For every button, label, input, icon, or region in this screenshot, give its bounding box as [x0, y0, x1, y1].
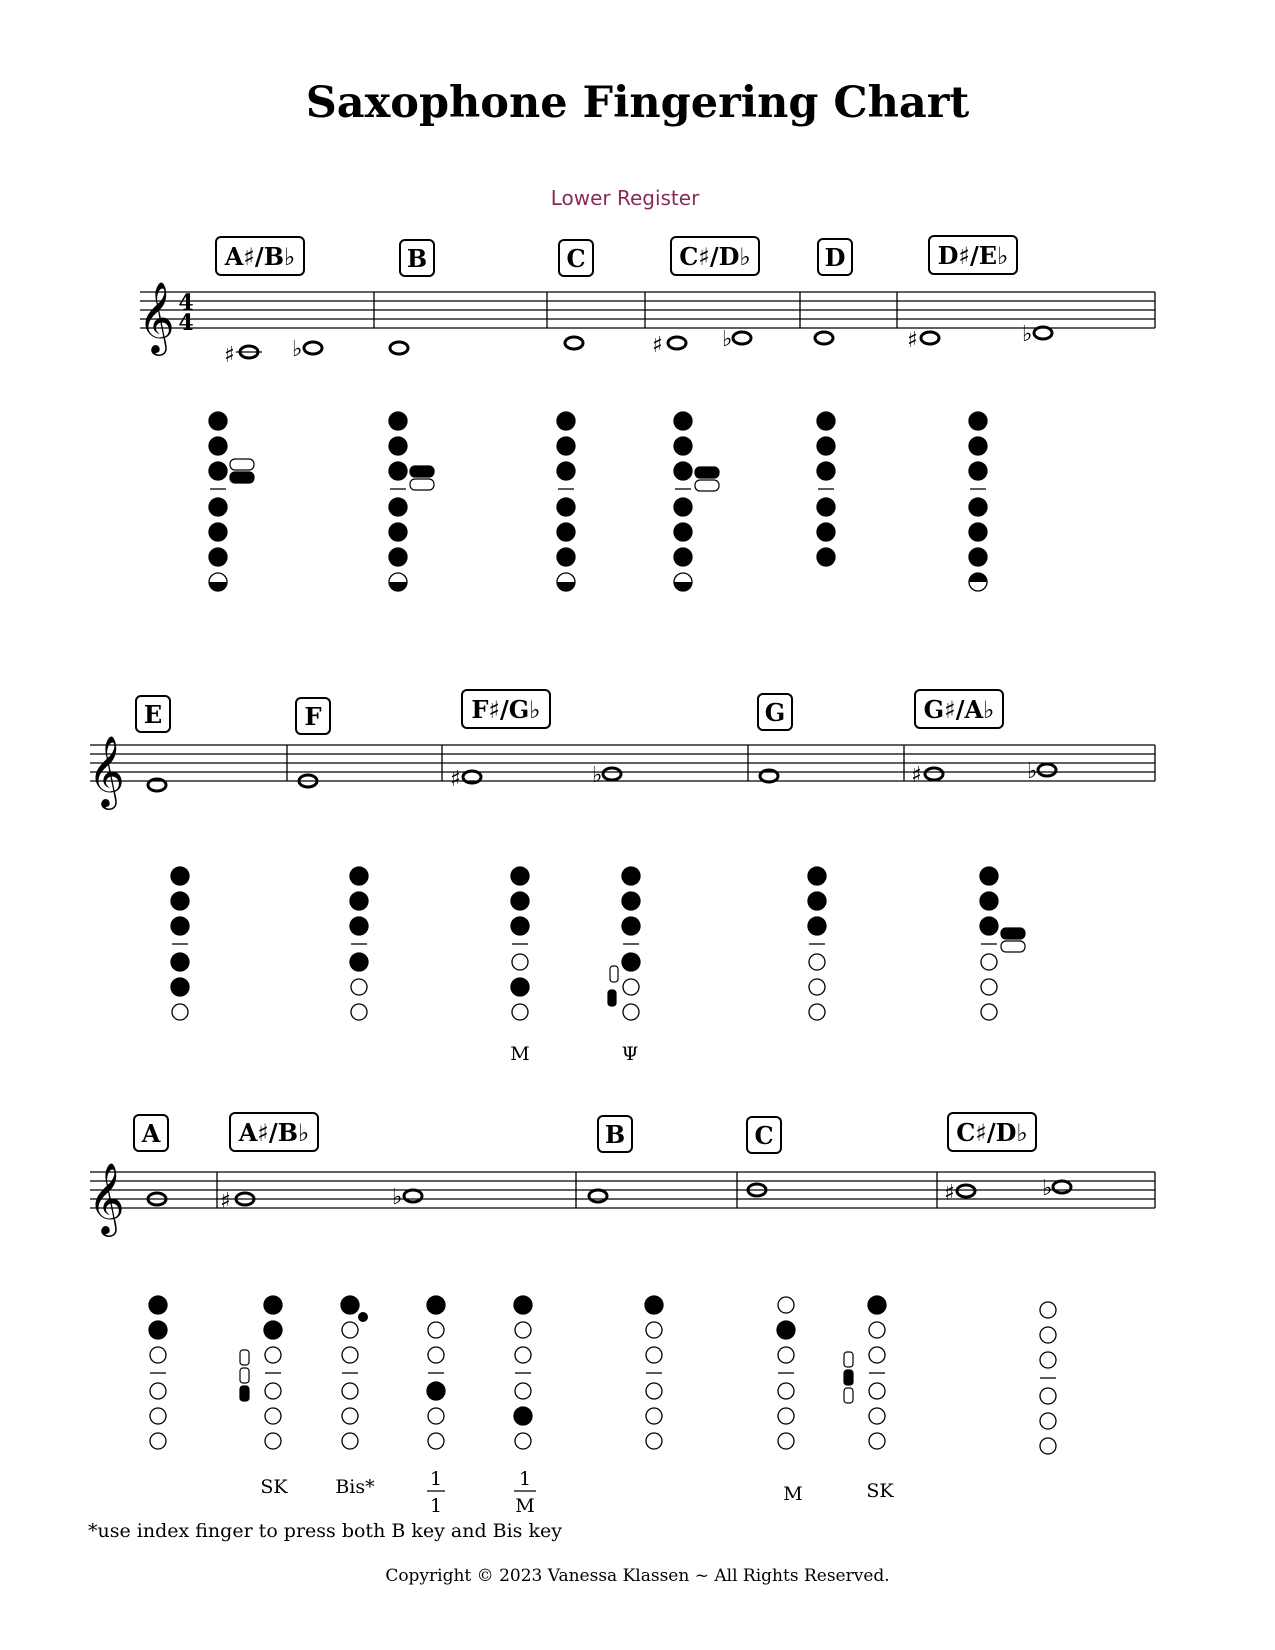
- fingering-diagram: [557, 412, 575, 591]
- svg-text:♭: ♭: [1022, 322, 1033, 347]
- key-hole: [389, 462, 407, 480]
- key-hole: [342, 1347, 358, 1363]
- fingering-diagram: [389, 412, 434, 591]
- fingering-diagram: [777, 1297, 795, 1449]
- key-hole: [646, 1347, 662, 1363]
- treble-clef: 𝄞: [88, 734, 125, 807]
- note-label: D♯/E♭: [937, 241, 1009, 270]
- fingering-diagram: [514, 1296, 532, 1449]
- key-hole: [171, 892, 189, 910]
- caption-c-m: M: [783, 1483, 803, 1505]
- note-label: F: [304, 702, 322, 731]
- key-hole: [622, 892, 640, 910]
- key-hole: [969, 523, 987, 541]
- key-hole: [171, 867, 189, 885]
- svg-text:♯: ♯: [220, 1189, 231, 1214]
- key-hole: [350, 892, 368, 910]
- key-hole: [623, 1004, 639, 1020]
- key-hole: [515, 1383, 531, 1399]
- palm-key: [1001, 928, 1025, 939]
- note-label: G: [764, 698, 786, 727]
- key-hole: [350, 917, 368, 935]
- key-hole: [149, 1296, 167, 1314]
- key-hole: [869, 1408, 885, 1424]
- note-labels-row-3: [134, 1113, 1036, 1153]
- side-key: [240, 1350, 249, 1365]
- key-hole: [342, 1322, 358, 1338]
- key-hole: [150, 1433, 166, 1449]
- caption-asharp-sk: SK: [260, 1476, 288, 1498]
- key-hole: [427, 1382, 445, 1400]
- key-hole: [265, 1383, 281, 1399]
- key-hole: [808, 892, 826, 910]
- key-hole: [209, 412, 227, 430]
- fingering-diagram: [844, 1296, 886, 1449]
- key-hole: [150, 1347, 166, 1363]
- staff-row-2: [90, 745, 1155, 781]
- note-label: A♯/B♭: [238, 1118, 310, 1147]
- key-hole: [557, 462, 575, 480]
- treble-clef: 𝄞: [88, 1161, 125, 1234]
- key-hole: [1040, 1302, 1056, 1318]
- key-hole: [981, 1004, 997, 1020]
- caption-asharp-bis: Bis*: [335, 1476, 375, 1498]
- key-hole: [869, 1433, 885, 1449]
- key-hole: [512, 1004, 528, 1020]
- svg-text:♯: ♯: [450, 767, 461, 792]
- note-label: A♯/B♭: [224, 242, 296, 271]
- key-hole: [817, 462, 835, 480]
- key-hole: [808, 867, 826, 885]
- note-label: B: [406, 244, 428, 273]
- key-hole: [817, 523, 835, 541]
- key-hole: [428, 1322, 444, 1338]
- key-hole: [350, 953, 368, 971]
- key-hole: [351, 979, 367, 995]
- key-hole: [172, 1004, 188, 1020]
- key-hole: [809, 954, 825, 970]
- key-hole: [969, 437, 987, 455]
- key-hole: [1040, 1352, 1056, 1368]
- key-hole: [511, 867, 529, 885]
- key-hole: [265, 1408, 281, 1424]
- notes-row-1: [224, 322, 1052, 368]
- key-hole: [514, 1296, 532, 1314]
- key-hole: [817, 498, 835, 516]
- key-hole: [1040, 1388, 1056, 1404]
- key-hole: [209, 498, 227, 516]
- svg-text:♭: ♭: [392, 1185, 403, 1210]
- key-hole: [342, 1383, 358, 1399]
- palm-key: [1001, 941, 1025, 952]
- caption-asharp-11-top: 1: [429, 1468, 443, 1490]
- treble-clef: 𝄞: [138, 280, 175, 353]
- fingering-diagram: [240, 1296, 282, 1449]
- fingering-diagram: [980, 867, 1025, 1020]
- side-key: [240, 1386, 249, 1401]
- palm-key: [410, 479, 434, 490]
- note-label: C♯/D♭: [956, 1118, 1028, 1147]
- key-hole: [808, 917, 826, 935]
- key-hole: [674, 523, 692, 541]
- key-hole: [1040, 1327, 1056, 1343]
- key-hole: [622, 867, 640, 885]
- svg-text:♯: ♯: [944, 1181, 955, 1206]
- key-hole: [777, 1321, 795, 1339]
- key-hole: [515, 1347, 531, 1363]
- key-hole: [778, 1347, 794, 1363]
- key-hole: [869, 1322, 885, 1338]
- fingering-diagram: [969, 412, 987, 591]
- palm-key: [410, 466, 434, 477]
- key-hole: [264, 1321, 282, 1339]
- svg-text:♭: ♭: [722, 327, 733, 352]
- side-key: [844, 1370, 853, 1385]
- fingering-diagram: [674, 412, 719, 591]
- key-hole: [809, 1004, 825, 1020]
- caption-fsharp-psi: Ψ: [621, 1043, 639, 1065]
- key-hole: [150, 1408, 166, 1424]
- key-hole: [674, 462, 692, 480]
- key-hole: [980, 892, 998, 910]
- note-label: C♯/D♭: [679, 242, 751, 271]
- fingering-diagram: [511, 867, 529, 1020]
- bis-key: [358, 1312, 368, 1322]
- key-hole: [209, 548, 227, 566]
- key-hole: [969, 548, 987, 566]
- key-hole: [817, 412, 835, 430]
- register-label: Lower Register: [550, 186, 700, 210]
- key-hole: [428, 1433, 444, 1449]
- key-hole: [981, 979, 997, 995]
- note-label: E: [143, 700, 163, 729]
- fingering-diagram: [817, 412, 835, 566]
- caption-c-sk: SK: [866, 1480, 894, 1502]
- key-hole: [817, 437, 835, 455]
- key-hole: [646, 1408, 662, 1424]
- caption-asharp-1m-top: 1: [518, 1468, 532, 1490]
- key-hole: [622, 917, 640, 935]
- key-hole: [428, 1347, 444, 1363]
- key-hole: [868, 1296, 886, 1314]
- caption-fsharp-m: M: [510, 1043, 530, 1065]
- note-label: D: [824, 243, 846, 272]
- palm-key: [230, 472, 254, 483]
- svg-text:♭: ♭: [1042, 1176, 1053, 1201]
- key-hole: [557, 523, 575, 541]
- svg-text:♯: ♯: [224, 343, 235, 368]
- key-hole: [511, 917, 529, 935]
- fingering-diagram: [645, 1296, 663, 1449]
- note-label: F♯/G♭: [471, 695, 541, 724]
- key-hole: [646, 1383, 662, 1399]
- key-hole: [350, 867, 368, 885]
- palm-key: [230, 459, 254, 470]
- svg-text:♭: ♭: [592, 763, 603, 788]
- key-hole: [646, 1322, 662, 1338]
- key-hole: [645, 1296, 663, 1314]
- palm-key: [695, 480, 719, 491]
- key-hole: [150, 1383, 166, 1399]
- fingering-diagram: [171, 867, 189, 1020]
- key-hole: [514, 1407, 532, 1425]
- key-hole: [622, 953, 640, 971]
- key-hole: [981, 954, 997, 970]
- key-hole: [674, 437, 692, 455]
- copyright: Copyright © 2023 Vanessa Klassen ~ All Rights Reserved.: [385, 1566, 890, 1586]
- key-hole: [674, 412, 692, 430]
- key-hole: [515, 1322, 531, 1338]
- key-hole: [389, 523, 407, 541]
- caption-asharp-11-bottom: 1: [429, 1495, 443, 1517]
- note-labels-row-2: [136, 690, 1003, 734]
- note-label: B: [604, 1120, 626, 1149]
- fingering-diagram: [1040, 1302, 1056, 1454]
- fingering-diagram: [608, 867, 640, 1020]
- key-hole: [623, 979, 639, 995]
- time-signature-top: 4: [178, 290, 194, 316]
- key-hole: [341, 1296, 359, 1314]
- fingering-diagrams: [149, 412, 1056, 1454]
- svg-text:♯: ♯: [907, 328, 918, 353]
- key-hole: [557, 412, 575, 430]
- fingering-diagram: [149, 1296, 167, 1449]
- note-labels-row-1: [216, 236, 1017, 276]
- key-hole: [265, 1433, 281, 1449]
- svg-text:♭: ♭: [292, 337, 303, 362]
- fingering-diagram: [350, 867, 368, 1020]
- note-label: C: [566, 244, 586, 273]
- notes-row-2: [148, 759, 1056, 792]
- key-hole: [869, 1347, 885, 1363]
- key-hole: [209, 523, 227, 541]
- key-hole: [427, 1296, 445, 1314]
- key-hole: [969, 498, 987, 516]
- key-hole: [1040, 1413, 1056, 1429]
- key-hole: [264, 1296, 282, 1314]
- note-label: A: [141, 1119, 161, 1148]
- key-hole: [511, 978, 529, 996]
- caption-asharp-1m-bottom: M: [515, 1495, 535, 1517]
- key-hole: [869, 1383, 885, 1399]
- key-hole: [389, 498, 407, 516]
- key-hole: [171, 953, 189, 971]
- key-hole: [209, 437, 227, 455]
- key-hole: [149, 1321, 167, 1339]
- key-hole: [428, 1408, 444, 1424]
- key-hole: [980, 867, 998, 885]
- key-hole: [342, 1433, 358, 1449]
- page-title: Saxophone Fingering Chart: [305, 78, 970, 128]
- key-hole: [351, 1004, 367, 1020]
- key-hole: [778, 1297, 794, 1313]
- note-label: C: [754, 1121, 774, 1150]
- key-hole: [980, 917, 998, 935]
- key-hole: [969, 412, 987, 430]
- key-hole: [778, 1408, 794, 1424]
- key-hole: [512, 954, 528, 970]
- key-hole: [674, 498, 692, 516]
- staff-row-1: [140, 292, 1155, 328]
- key-hole: [1040, 1438, 1056, 1454]
- side-key: [844, 1388, 853, 1403]
- key-hole: [809, 979, 825, 995]
- palm-key: [695, 467, 719, 478]
- key-hole: [265, 1347, 281, 1363]
- svg-text:♯: ♯: [652, 333, 663, 358]
- key-hole: [171, 917, 189, 935]
- key-hole: [778, 1433, 794, 1449]
- key-hole: [646, 1433, 662, 1449]
- time-signature-bottom: 4: [178, 310, 194, 336]
- footnote: *use index finger to press both B key and Bis key: [88, 1520, 562, 1542]
- key-hole: [557, 498, 575, 516]
- key-hole: [969, 462, 987, 480]
- key-hole: [389, 437, 407, 455]
- key-hole: [511, 892, 529, 910]
- key-hole: [389, 548, 407, 566]
- side-key: [844, 1352, 853, 1367]
- key-hole: [557, 548, 575, 566]
- key-hole: [778, 1383, 794, 1399]
- key-hole: [515, 1433, 531, 1449]
- svg-text:♭: ♭: [1027, 759, 1038, 784]
- key-hole: [817, 548, 835, 566]
- key-hole: [389, 412, 407, 430]
- svg-text:♯: ♯: [911, 763, 922, 788]
- key-hole: [342, 1408, 358, 1424]
- fingering-diagram: [341, 1296, 368, 1449]
- fingering-diagram: [427, 1296, 445, 1449]
- key-hole: [209, 462, 227, 480]
- key-hole: [557, 437, 575, 455]
- note-label: G♯/A♭: [923, 695, 995, 724]
- key-hole: [674, 548, 692, 566]
- key-hole: [171, 978, 189, 996]
- fingering-diagram: [209, 412, 254, 591]
- side-key: [240, 1368, 249, 1383]
- fingering-diagram: [808, 867, 826, 1020]
